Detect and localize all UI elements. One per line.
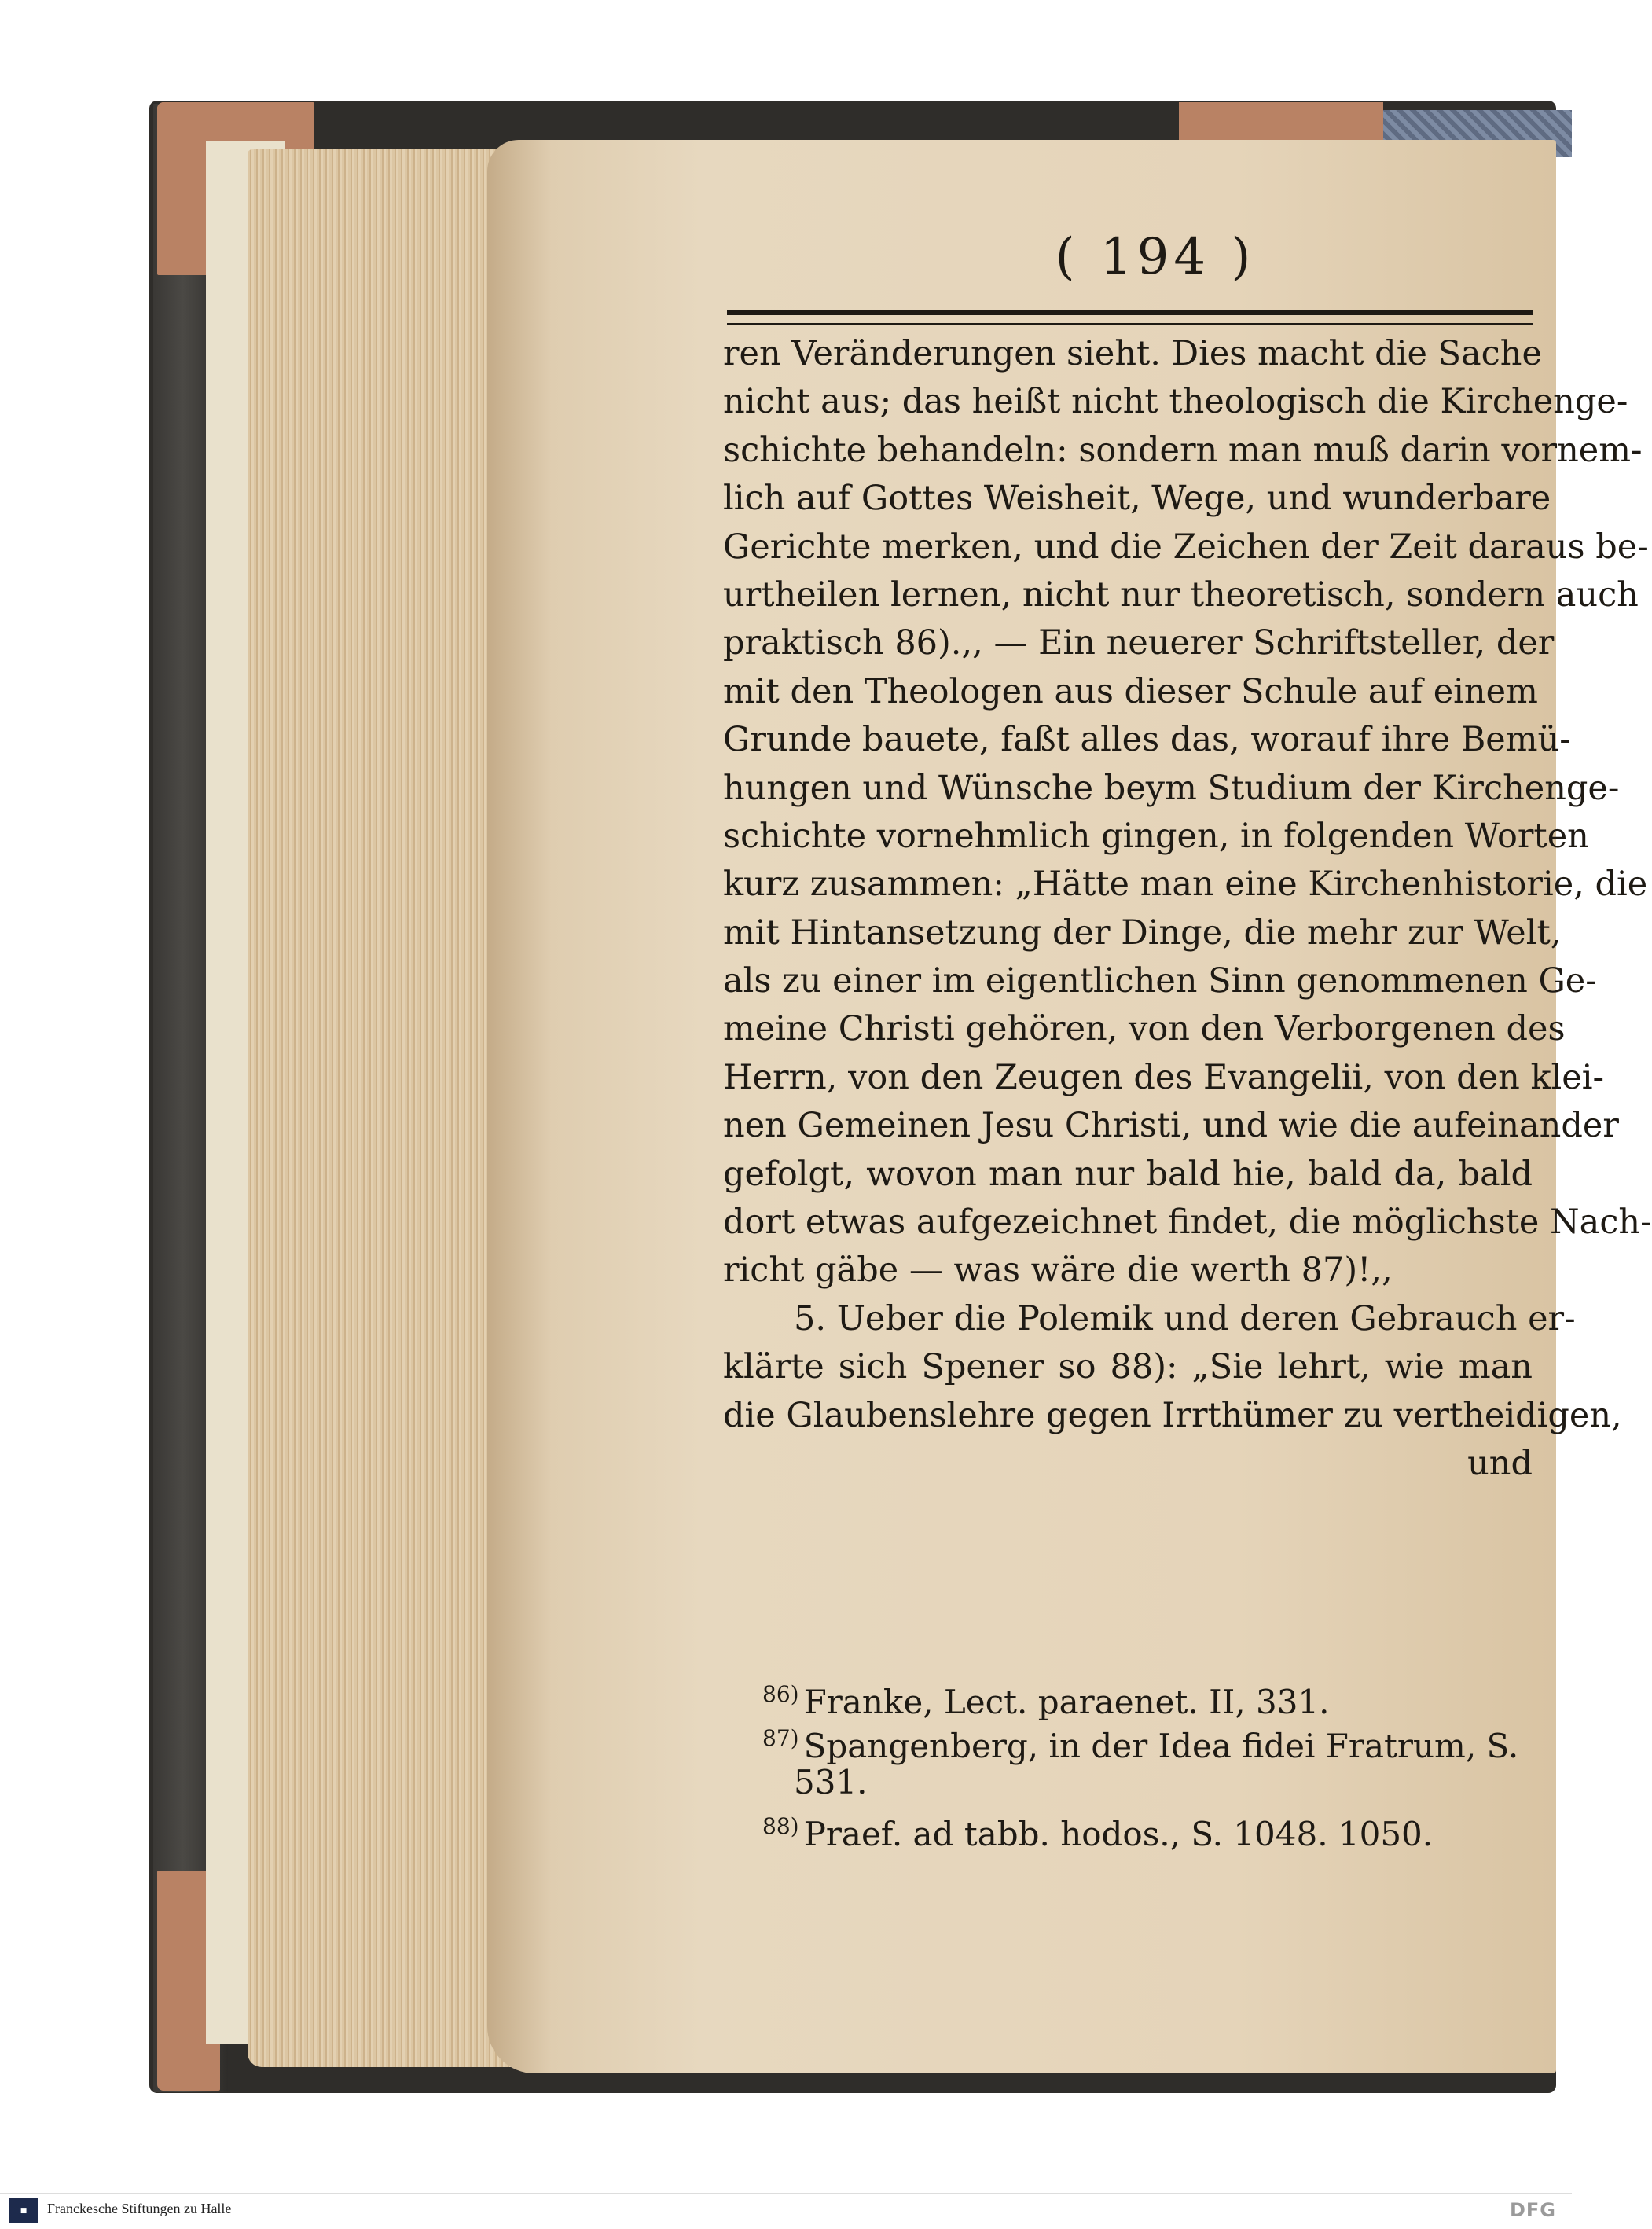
text-line: als zu einer im eigentlichen Sinn genommenen Ge- <box>723 961 1597 1001</box>
text-line: richt gäbe — was wäre die werth 87)!,, <box>723 1250 1393 1291</box>
footnote-text: Praef. ad tabb. hodos., S. 1048. 1050. <box>803 1815 1434 1853</box>
text-line: dort etwas aufgezeichnet findet, die möglichste Nach- <box>723 1203 1652 1243</box>
header-rule <box>727 310 1533 325</box>
footnote-text: Franke, Lect. paraenet. II, 331. <box>803 1683 1330 1721</box>
page-fore-edge <box>248 149 515 2067</box>
footnote-mark: 87) <box>762 1725 799 1751</box>
text-line: mit den Theologen aus dieser Schule auf einem <box>723 671 1538 711</box>
text-line: ren Veränderungen sieht. Dies macht die Sache <box>723 334 1542 373</box>
text-line: meine Christi gehören, von den Verborgenen des <box>723 1009 1566 1049</box>
text-line: kurz zusammen: „Hätte man eine Kirchenhistorie, die <box>723 865 1648 905</box>
institution-name: Franckesche Stiftungen zu Halle <box>47 2201 232 2216</box>
text-line: Grunde bauete, faßt alles das, worauf ihre Bemü- <box>723 720 1571 760</box>
footnote-text: Spangenberg, in der Idea fidei Fratrum, S. <box>803 1727 1519 1765</box>
text-line: schichte behandeln: sondern man muß darin vornem- <box>723 430 1643 470</box>
text-line: 5. Ueber die Polemik und deren Gebrauch er- <box>794 1298 1576 1339</box>
text-line: klärte sich Spener so 88): „Sie lehrt, wie man <box>723 1347 1533 1387</box>
footnote-mark: 88) <box>762 1813 799 1839</box>
text-line: urtheilen lernen, nicht nur theoretisch, sondern auch <box>723 575 1639 615</box>
text-line: schichte vornehmlich gingen, in folgenden Worten <box>723 816 1589 856</box>
text-line: Gerichte merken, und die Zeichen der Zeit daraus be- <box>723 527 1649 567</box>
footnotes <box>762 1673 1519 1853</box>
text-line: nicht aus; das heißt nicht theologisch die Kirchenge- <box>723 382 1628 422</box>
text-line: lich auf Gottes Weisheit, Wege, und wunderbare <box>723 479 1551 519</box>
footnote-mark: 86) <box>762 1681 799 1707</box>
text-line: Herrn, von den Zeugen des Evangelii, von den klei- <box>723 1057 1605 1097</box>
footnote <box>762 1717 1519 1765</box>
footnote-continuation <box>762 1761 1517 1805</box>
catchword: und <box>1467 1443 1533 1483</box>
footer-bar <box>0 2193 1572 2229</box>
text-line: die Glaubenslehre gegen Irrthümer zu vertheidigen, <box>723 1395 1622 1435</box>
institution-logo[interactable]: ■ <box>9 2198 38 2223</box>
text-line: hungen und Wünsche beym Studium der Kirchenge- <box>723 768 1620 808</box>
footnote <box>762 1805 1517 1853</box>
text-line: nen Gemeinen Jesu Christi, und wie die aufeinander <box>723 1106 1619 1146</box>
dfg-logo: DFG <box>1509 2199 1556 2221</box>
body-text <box>723 330 1652 1488</box>
page-number: ( 194 ) <box>1055 228 1256 286</box>
footnote-text: 531. <box>794 1763 868 1801</box>
text-line: mit Hintansetzung der Dinge, die mehr zur Welt, <box>723 913 1562 953</box>
footnote <box>762 1673 1517 1721</box>
text-line: gefolgt, wovon man nur bald hie, bald da, bald <box>723 1154 1533 1194</box>
text-line: praktisch 86).,, — Ein neuerer Schriftsteller, der <box>723 623 1555 663</box>
